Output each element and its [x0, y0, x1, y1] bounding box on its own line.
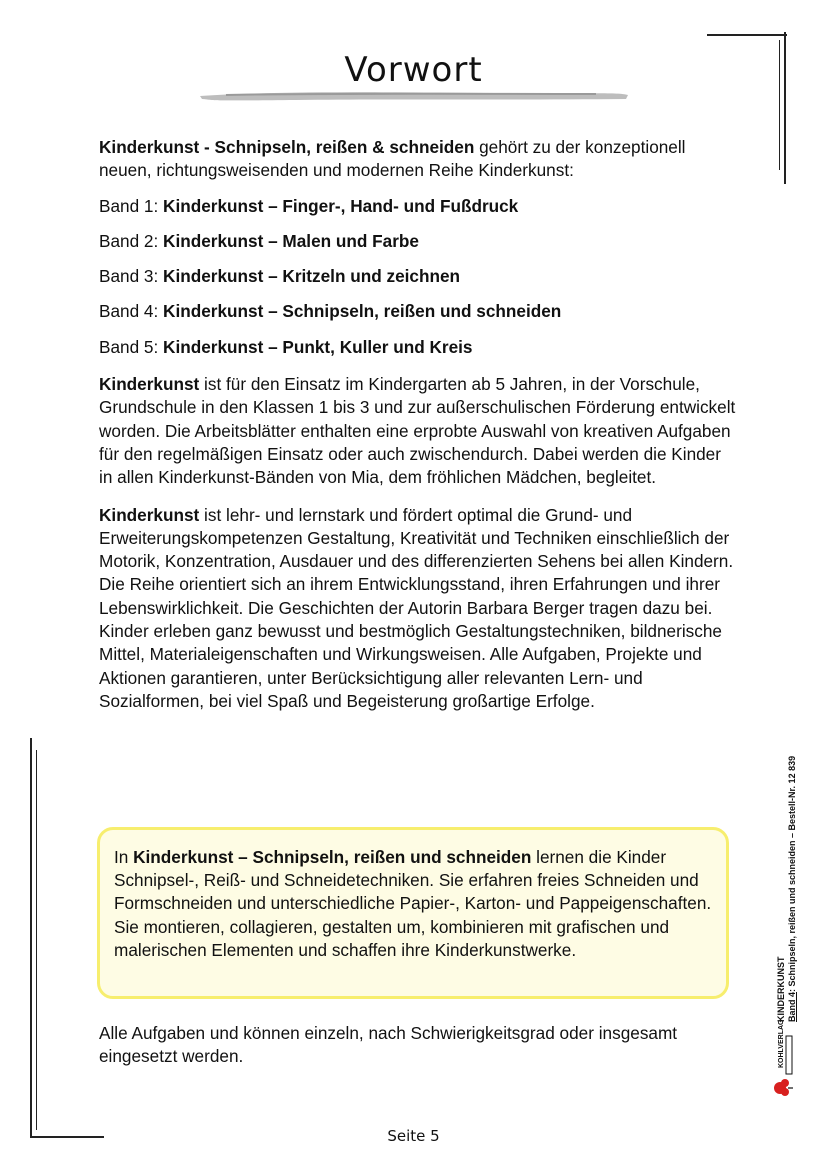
band-item-1 [99, 195, 739, 218]
band-title: Kinderkunst – Malen und Farbe [163, 230, 419, 251]
frame-bottom-left-vertical-inner [36, 750, 37, 1130]
band-prefix: Band 4: [99, 301, 164, 322]
publisher-name: KOHLVERLAG [778, 1019, 785, 1068]
paragraph-1 [99, 373, 739, 489]
band-item-2 [99, 230, 739, 253]
main-content [99, 136, 739, 713]
intro-title: Kinderkunst - Schnipseln, reißen & schneiden [99, 137, 475, 157]
frame-top-right-horizontal [707, 34, 787, 36]
sidebar-series: KINDERKUNST [776, 956, 786, 1022]
brush-stroke-underline [196, 88, 632, 102]
closing-paragraph: Alle Aufgaben und können einzeln, nach Schwierigkeitsgrad oder insgesamt eingesetzt werden. [99, 1023, 678, 1067]
band-item-5 [99, 336, 739, 359]
highlight-rest: lernen die Kinder Schnipsel-, Reiß- und Schneidetechniken. Sie erfahren freies Schneiden und Formschneiden und unterschiedliche Papier-, Karton- und Pappeigenschaften. Sie montieren, collagieren, gestalten um, kombinieren mit grafischen und malerischen Elementen und schaffen ihre Kinderkunstwerke. [114, 847, 712, 960]
intro-paragraph [99, 136, 739, 183]
paragraph-2-text: ist lehr- und lernstark und fördert optimal die Grund- und Erweiterungskompetenzen Gestaltung, Kreativität und Techniken einschließlich der Motorik, Konzentration, Ausdauer und des differenzierten Sehens bei allen Kindern. [99, 504, 734, 572]
band-title: Kinderkunst – Schnipseln, reißen und schneiden [163, 301, 562, 322]
paragraph-2-line-3: Kinder erleben ganz bewusst und bestmöglich Gestaltungstechniken, bildnerische Mittel, Materialeigenschaften und Wirkungsweisen. Alle Aufgaben, Projekte und Aktionen garantieren, unter Berücksichtigung aller relevanten Lern- und Sozialformen, bei viel Spaß und Begeisterung großartige Erfolge. [99, 621, 722, 711]
highlight-text [114, 846, 714, 962]
highlight-pre: In [114, 847, 134, 867]
sidebar-band-rest: : Schnipseln, reißen und schneiden – Bestell-Nr. 12 839 [787, 755, 797, 992]
sidebar-vertical-text [776, 702, 798, 1022]
band-title: Kinderkunst – Kritzeln und zeichnen [163, 266, 461, 287]
paragraph-2-strong: Kinderkunst [99, 504, 200, 525]
page-number: Seite 5 [387, 1127, 440, 1145]
sidebar-order-line [787, 702, 798, 1022]
band-prefix: Band 2: [99, 230, 164, 251]
paragraph-2 [99, 504, 739, 574]
frame-bottom-left-vertical [30, 738, 32, 1138]
band-item-4 [99, 300, 739, 323]
highlight-strong: Kinderkunst – Schnipseln, reißen und schneiden [133, 847, 532, 867]
intro-text: gehört zu der konzeptionell neuen, richtungsweisenden und modernen Reihe Kinderkunst: [99, 137, 686, 181]
paragraph-1-strong: Kinderkunst [99, 374, 200, 395]
band-title: Kinderkunst – Finger-, Hand- und Fußdruck [163, 195, 519, 216]
band-prefix: Band 5: [99, 336, 164, 357]
paragraph-2-line-2: Die Reihe orientiert sich an ihrem Entwicklungsstand, ihren Erfahrungen und ihrer Lebenswirklichkeit. Die Geschichten der Autorin Barbara Berger tragen dazu bei. [99, 574, 720, 618]
paragraph-1-text: ist für den Einsatz im Kindergarten ab 5 Jahren, in der Vorschule, Grundschule in den Klassen 1 bis 3 und zur außerschulischen Förderung entwickelt worden. Die Arbeitsblätter enthalten eine erprobte Auswahl von kreativen Aufgaben für den regelmäßigen Einsatz oder auch zwischendurch. Dabei werden die Kinder in allen Kinderkunst-Bänden von Mia, dem fröhlichen Mädchen, begleitet. [99, 374, 736, 488]
page-title: Vorwort [344, 50, 483, 90]
band-prefix: Band 1: [99, 195, 164, 216]
band-item-3 [99, 265, 739, 288]
band-prefix: Band 3: [99, 266, 164, 287]
band-title: Kinderkunst – Punkt, Kuller und Kreis [163, 336, 473, 357]
sidebar-band-label: Band 4 [787, 991, 797, 1022]
